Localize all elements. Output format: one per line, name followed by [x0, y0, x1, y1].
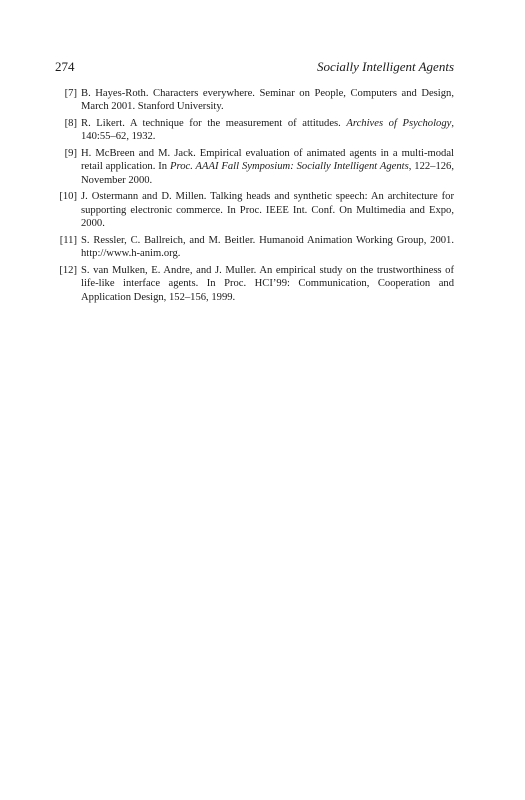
reference-text — [81, 265, 454, 303]
reference-text — [81, 191, 454, 229]
reference-label: [9] — [64, 148, 77, 159]
page-number: 274 — [55, 59, 75, 74]
reference-entry — [55, 117, 454, 144]
reference-venue: Archives of Psychology — [346, 118, 452, 129]
reference-entry — [55, 190, 454, 230]
reference-entry — [55, 264, 454, 304]
reference-text-segment: R. Likert. A technique for the measurement of attitudes. — [81, 118, 347, 129]
reference-text-segment: H. McBreen and M. Jack. Empirical evaluation of animated agents in a multi-modal retail application. In — [81, 148, 454, 173]
reference-list — [55, 87, 454, 307]
running-title: Socially Intelligent Agents — [317, 59, 454, 74]
reference-label: [7] — [64, 88, 77, 99]
reference-entry — [55, 87, 454, 114]
reference-text — [81, 235, 454, 259]
reference-text-segment: J. Ostermann and D. Millen. Talking heads and synthetic speech: An architecture for supporting electronic commerce. In Proc. IEEE Int. Conf. On Multimedia and Expo, 2000. — [81, 191, 454, 230]
reference-text-segment: , 122–126, November 2000. — [81, 161, 455, 186]
reference-label: [10] — [59, 191, 77, 203]
reference-label: [11] — [59, 234, 77, 246]
reference-label: [12] — [59, 264, 77, 276]
reference-venue: Proc. AAAI Fall Symposium: Socially Intelligent Agents — [170, 161, 409, 173]
reference-text-segment: S. Ressler, C. Ballreich, and M. Beitler. Humanoid Animation Working Group, 2001. http://www.h-anim.org. — [81, 234, 454, 260]
reference-label: [8] — [64, 118, 77, 129]
reference-text-segment: S. van Mulken, E. Andre, and J. Muller. An empirical study on the trustworthiness of life-like interface agents. In Proc. HCI’99: Communication, Cooperation and Application Design, 152–156, 1999. — [81, 264, 454, 303]
reference-text — [81, 148, 454, 186]
reference-text — [81, 88, 454, 112]
reference-entry — [55, 147, 454, 187]
reference-text — [81, 118, 454, 142]
reference-text-segment: B. Hayes-Roth. Characters everywhere. Seminar on People, Computers and Design, March 2001. Stanford University. — [81, 88, 454, 113]
reference-entry — [55, 234, 454, 261]
reference-text-segment: , 140:55–62, 1932. — [81, 118, 454, 143]
page-header — [55, 59, 454, 75]
